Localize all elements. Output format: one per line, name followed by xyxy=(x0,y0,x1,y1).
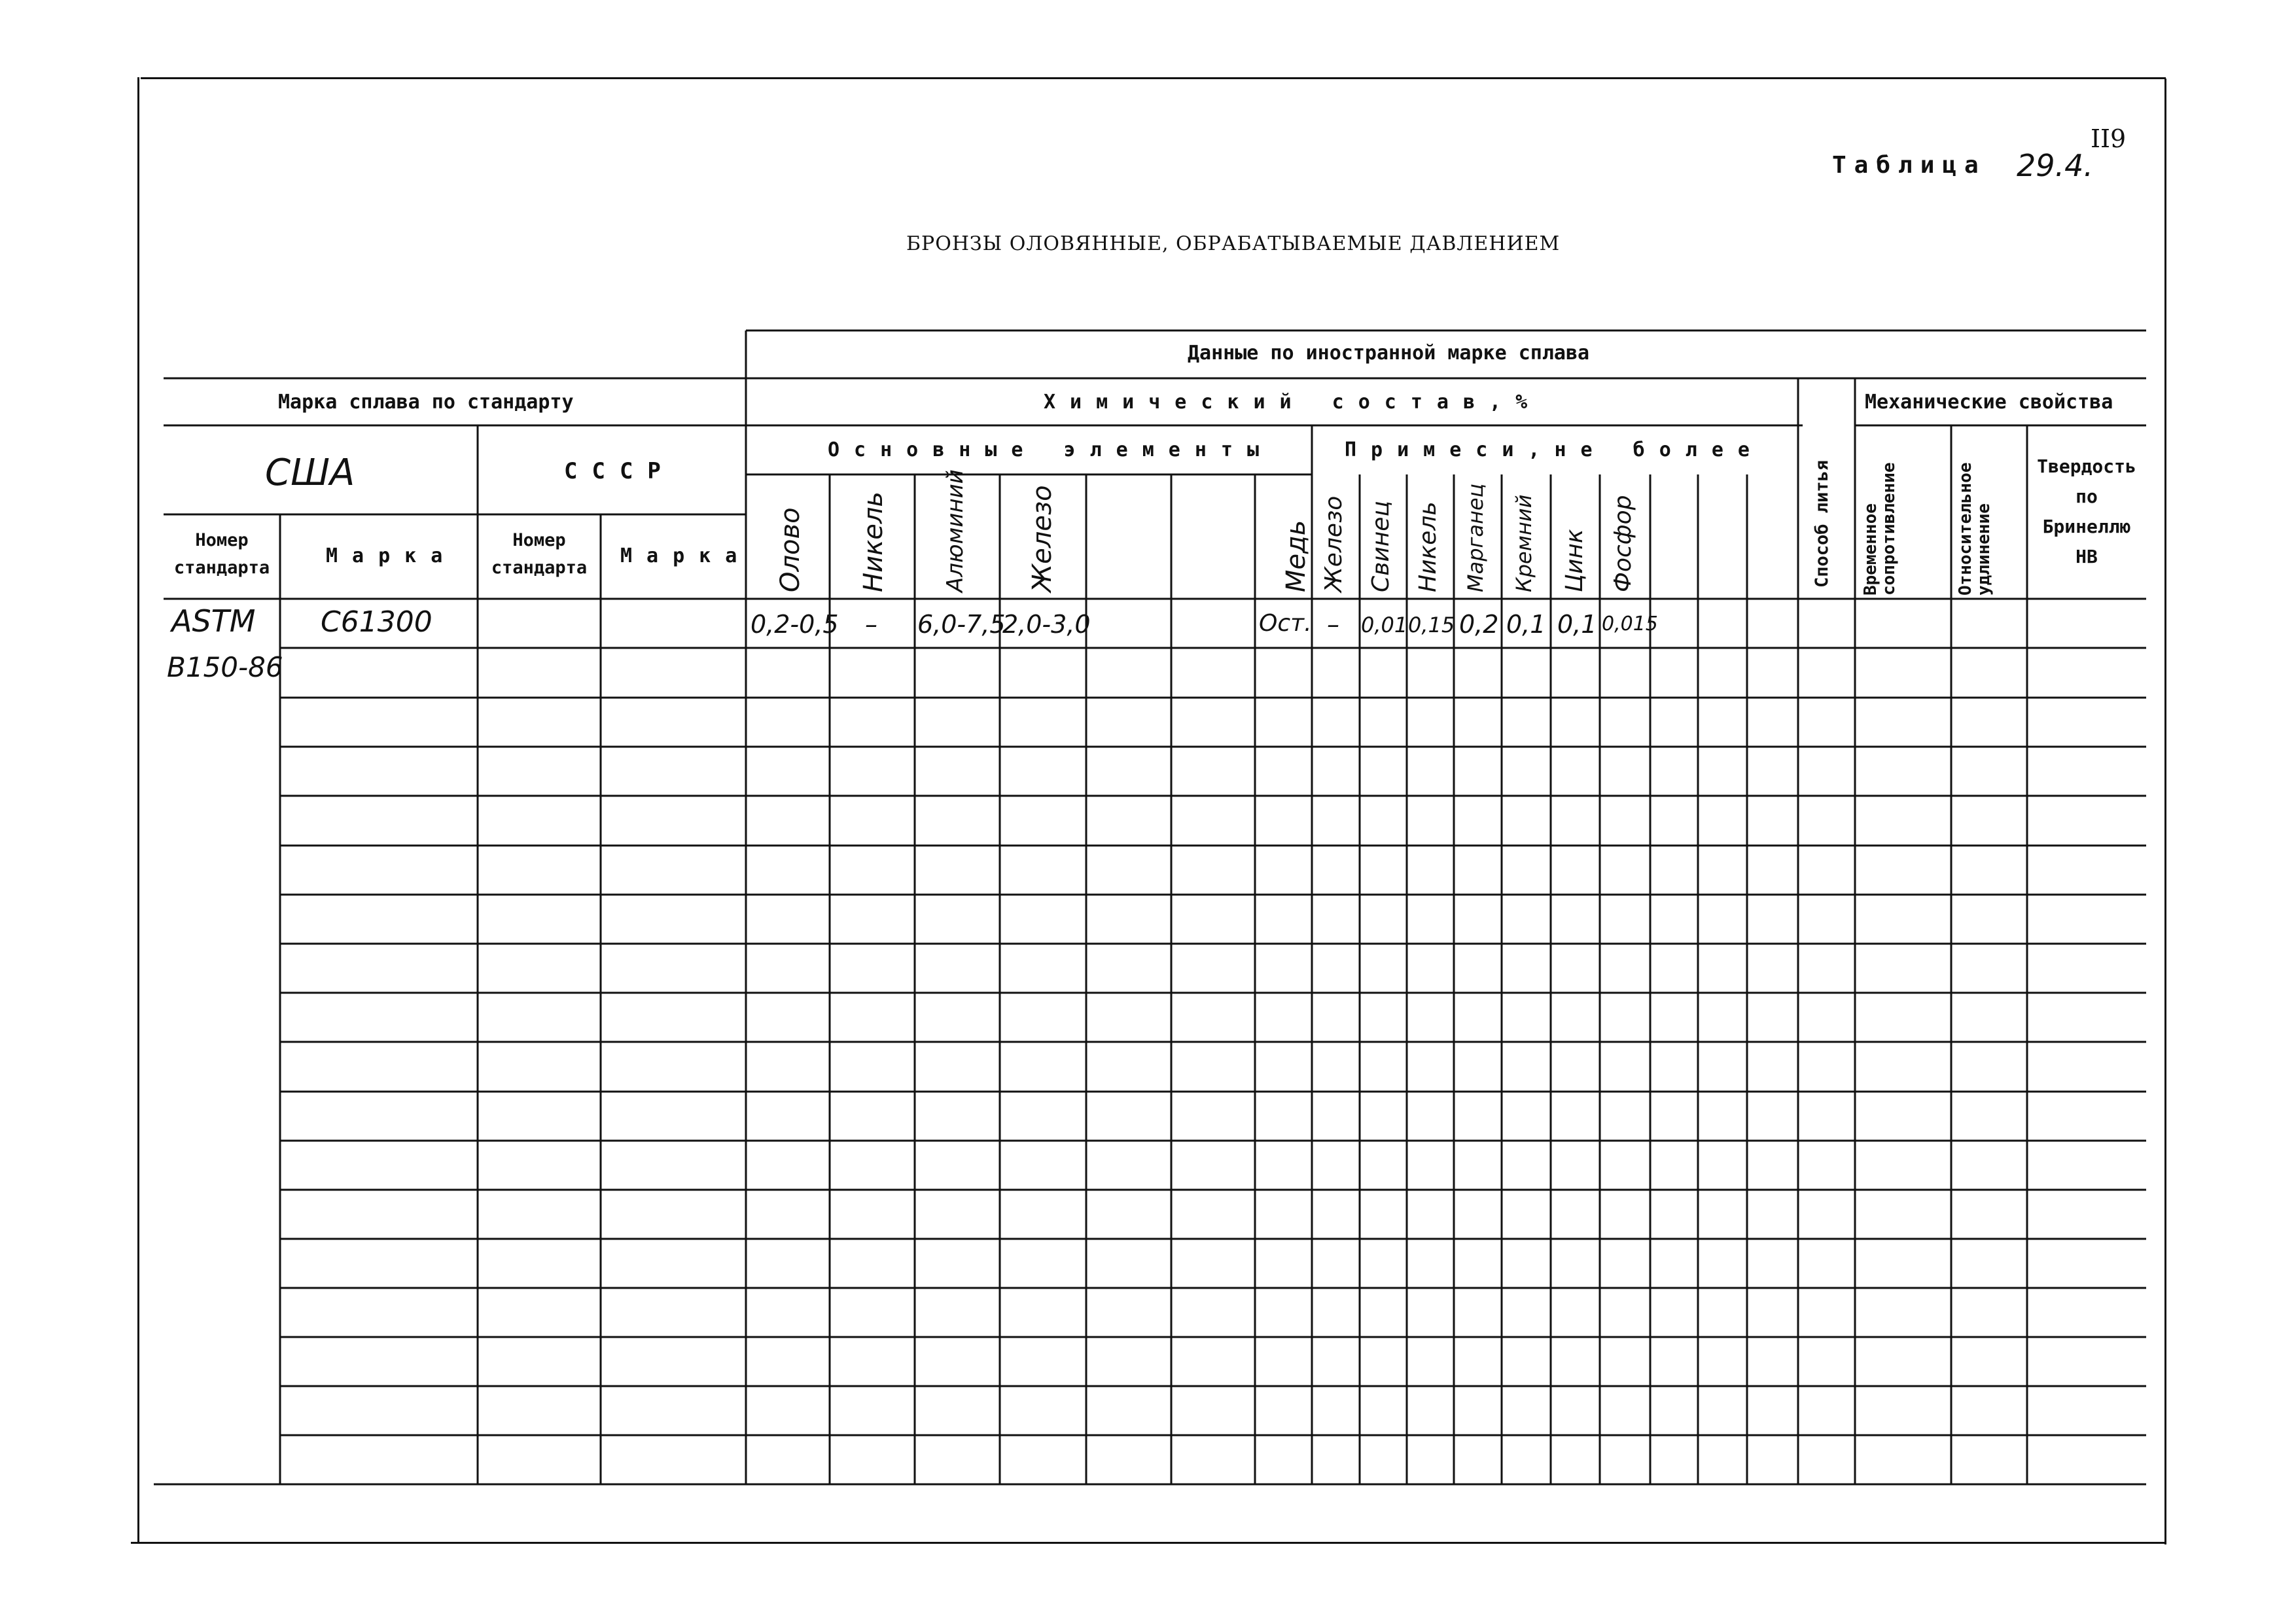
header-usa: США xyxy=(265,452,355,494)
column-elongation: Относительное удлинение xyxy=(1956,462,1994,596)
header-ussr: СССР xyxy=(564,458,675,484)
value-impurity-lead: 0,01 xyxy=(1361,613,1408,637)
page-number: II9 xyxy=(2091,124,2127,153)
column-nickel: Никель xyxy=(858,491,889,592)
header-ussr-standard-number: Номер стандарта xyxy=(491,530,588,578)
column-tensile-strength: Временное сопротивление xyxy=(1861,462,1899,596)
value-tin: 0,2-0,5 xyxy=(751,610,839,639)
header-ussr-grade: Марка xyxy=(620,544,752,567)
value-impurity-nickel: 0,15 xyxy=(1408,613,1455,637)
header-chemical-composition: Химический состав,% xyxy=(1044,391,1542,414)
column-impurity-phosphorus: Фосфор xyxy=(1610,495,1636,592)
header-usa-grade: Марка xyxy=(326,544,457,567)
value-impurity-manganese: 0,2 xyxy=(1459,610,1499,639)
document-title: БРОНЗЫ ОЛОВЯННЫЕ, ОБРАБАТЫВАЕМЫЕ ДАВЛЕНИЕМ xyxy=(906,232,1561,255)
header-mechanical-properties: Механические свойства xyxy=(1865,391,2113,414)
header-usa-standard-number: Номер стандарта xyxy=(173,530,270,578)
column-impurity-manganese: Марганец xyxy=(1463,483,1488,592)
table-number: 29.4. xyxy=(2017,148,2094,183)
row-grade: C61300 xyxy=(321,605,433,639)
column-impurity-silicon: Кремний xyxy=(1511,494,1536,592)
column-casting-method: Способ литья xyxy=(1812,459,1832,588)
column-impurity-nickel: Никель xyxy=(1415,501,1441,592)
row-standard-line2: B150-86 xyxy=(167,651,283,683)
value-impurity-zinc: 0,1 xyxy=(1557,610,1597,639)
column-aluminium: Алюминий xyxy=(942,469,968,592)
value-impurity-iron: – xyxy=(1327,610,1339,639)
row-standard-line1: ASTM xyxy=(171,603,256,639)
value-nickel: – xyxy=(865,610,877,639)
column-impurity-iron: Железо xyxy=(1320,495,1347,592)
column-impurity-lead: Свинец xyxy=(1368,501,1394,592)
header-impurities: Примеси,не более xyxy=(1345,438,1764,461)
column-tin: Олово xyxy=(775,507,805,592)
value-aluminium: 6,0-7,5 xyxy=(917,610,1006,639)
header-foreign-data: Данные по иностранной марке сплава xyxy=(1188,342,1590,365)
column-copper: Медь xyxy=(1281,520,1311,592)
header-alloy-by-standard: Марка сплава по стандарту xyxy=(278,391,574,414)
value-iron: 2,0-3,0 xyxy=(1002,610,1091,639)
value-impurity-phosphorus: 0,015 xyxy=(1602,613,1658,635)
value-copper: Ост. xyxy=(1259,610,1312,637)
value-impurity-silicon: 0,1 xyxy=(1506,610,1546,639)
column-hardness: Твердость по Бринеллю НВ xyxy=(2037,455,2136,567)
table-label: Таблица xyxy=(1832,152,1987,179)
column-iron: Железо xyxy=(1027,485,1057,592)
header-main-elements: Основные элементы xyxy=(828,438,1274,461)
column-impurity-zinc: Цинк xyxy=(1561,529,1588,592)
